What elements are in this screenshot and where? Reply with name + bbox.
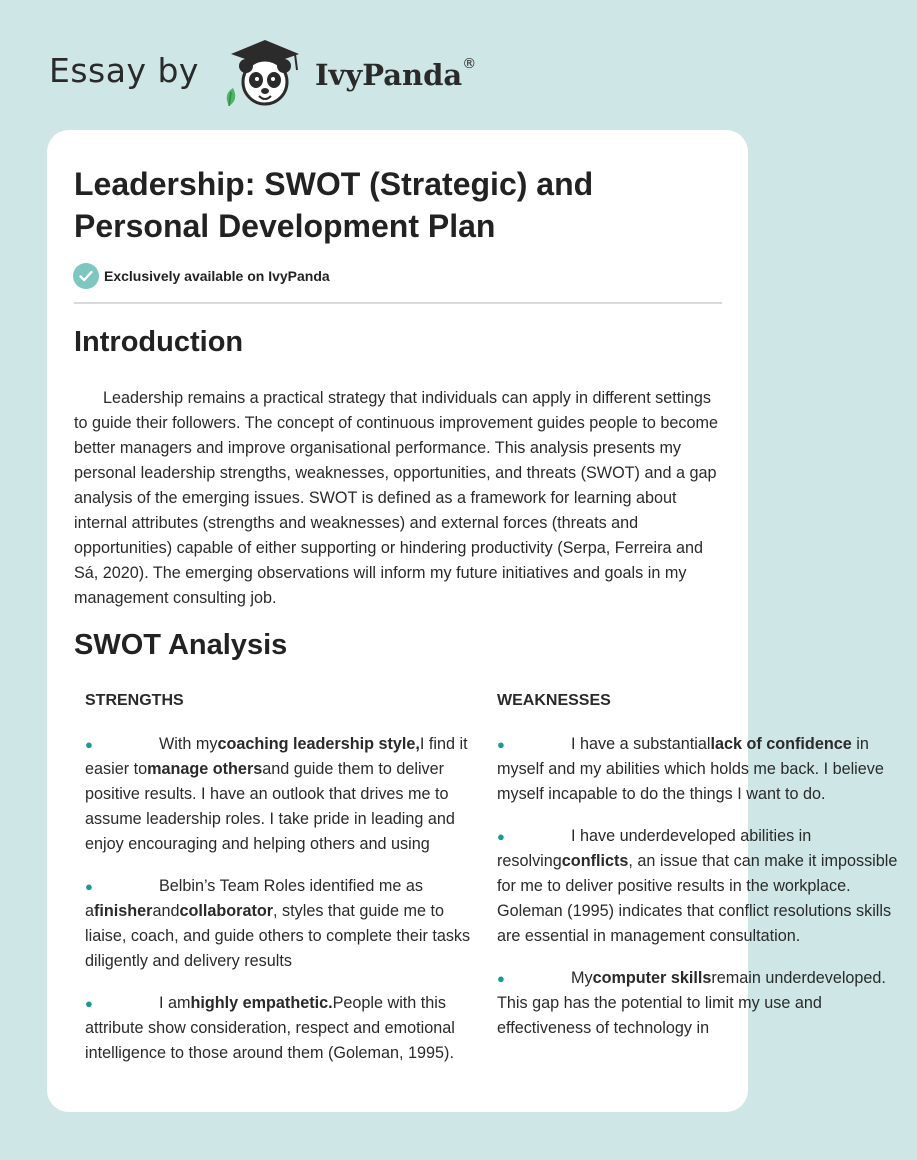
list-item: [85, 732, 475, 857]
list-item-text: Belbin’s Team Roles identified me as afinisherandcollaborator, styles that guide me to liaise, coach, and guide others to complete their tasks diligently and delivery results: [85, 877, 471, 970]
list-item-text: I amhighly empathetic.People with this attribute show consideration, respect and emotional intelligence to those around them (Goleman, 1995).: [85, 994, 455, 1062]
introduction-heading: Introduction: [74, 326, 244, 358]
bullet-icon: ●: [85, 996, 93, 1011]
divider: [74, 302, 722, 304]
checkmark-icon: [73, 263, 99, 289]
panda-logo-icon[interactable]: [215, 36, 311, 110]
weaknesses-column: [497, 688, 917, 1058]
exclusive-badge: [73, 263, 330, 289]
site-header: [49, 38, 476, 108]
registered-mark: ®: [462, 56, 477, 72]
swot-analysis-heading: SWOT Analysis: [74, 629, 288, 661]
strengths-heading: STRENGTHS: [85, 692, 184, 709]
weaknesses-heading: WEAKNESSES: [497, 692, 611, 709]
list-item-text: I have a substantiallack of confidence in myself and my abilities which holds me back. I believe myself incapable to do the things I want to do.: [497, 735, 884, 803]
essay-by-label: Essay by: [49, 50, 199, 90]
list-item: [85, 874, 475, 974]
introduction-paragraph: Leadership remains a practical strategy that individuals can apply in different settings to guide their followers. The concept of continuous improvement guides people to become better managers and improve organisational performance. This analysis presents my personal leadership strengths, weaknesses, opportunities, and threats (SWOT) and a gap analysis of the emerging issues. SWOT is defined as a framework for learning about internal attributes (strengths and weaknesses) and external forces (threats and opportunities) capable of either supporting or hindering productivity (Serpa, Ferreira and Sá, 2020). The emerging observations will inform my future initiatives and goals in my management consulting job.: [74, 389, 718, 607]
exclusive-label: Exclusively available on IvyPanda: [104, 268, 330, 284]
bullet-icon: ●: [497, 737, 505, 752]
bullet-icon: ●: [497, 829, 505, 844]
essay-card: [47, 130, 898, 1112]
page-title: Leadership: SWOT (Strategic) and Personal Development Plan: [74, 166, 594, 244]
bullet-icon: ●: [497, 971, 505, 986]
list-item-text: Mycomputer skillsremain underdeveloped. This gap has the potential to limit my use and effectiveness of technology in: [497, 969, 886, 1037]
list-item: [85, 991, 475, 1066]
list-item-text: With mycoaching leadership style,I find it easier tomanage othersand guide them to deliver positive results. I have an outlook that drives me to assume leadership roles. I take pride in leading and enjoy encouraging and helping others and using: [85, 735, 468, 853]
list-item-text: I have underdeveloped abilities in resolvingconflicts, an issue that can make it impossible for me to deliver positive results in the workplace. Goleman (1995) indicates that conflict resolutions skills are essential in management consultation.: [497, 827, 898, 945]
strengths-column: [85, 688, 475, 1083]
list-item: [497, 732, 917, 807]
list-item: [497, 966, 917, 1041]
brand-name: IvyPanda®: [314, 56, 477, 92]
bullet-icon: ●: [85, 737, 93, 752]
list-item: [497, 824, 917, 949]
bullet-icon: ●: [85, 879, 93, 894]
